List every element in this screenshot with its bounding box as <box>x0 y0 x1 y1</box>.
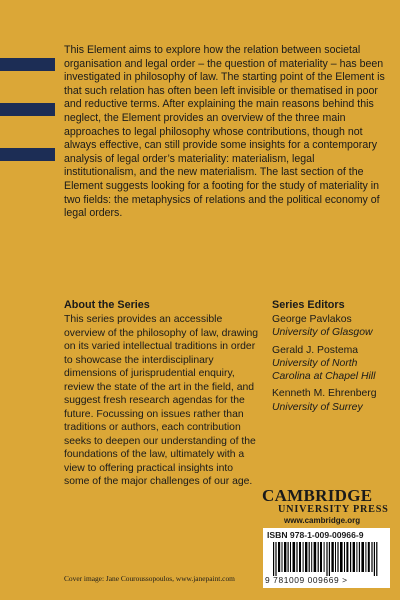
decorative-bar-3 <box>0 148 55 161</box>
about-the-series <box>64 299 259 489</box>
editor-entry <box>272 313 394 340</box>
book-blurb: This Element aims to explore how the relation between societal organisation and legal order – the question of materiality – has been investigated in philosophy of law. The starting point of the Element is that such relation has often been left invisible or thematised in poor and reductive terms. After explaining the main reasons behind this neglect, the Element provides an overview of the three main approaches to legal philosophy whose contributions, though not always effective, can still provide some insights for a contemporary analysis of legal order’s materiality: materialism, legal institutionalism, and the new materialism. The last section of the Element suggests looking for a footing for the study of materiality in two fields: the metaphysics of relations and the political economy of legal orders. <box>64 44 385 220</box>
editor-affiliation: University of North Carolina at Chapel Hill <box>272 357 376 383</box>
barcode-bars-icon <box>273 542 385 576</box>
publisher-name: CAMBRIDGE <box>262 486 373 505</box>
decorative-bar-2 <box>0 103 55 116</box>
about-series-heading: About the Series <box>64 299 150 311</box>
editor-affiliation: University of Surrey <box>272 401 363 413</box>
barcode-digits: 9 781009 009669 > <box>265 575 348 585</box>
editor-entry <box>272 387 394 414</box>
barcode <box>263 528 390 588</box>
publisher-logo <box>262 487 392 526</box>
editor-name: Kenneth M. Ehrenberg <box>272 388 377 400</box>
editor-name: Gerald J. Postema <box>272 344 359 356</box>
series-editors <box>272 299 394 418</box>
decorative-bar-1 <box>0 58 55 71</box>
isbn-label: ISBN 978-1-009-00966-9 <box>267 530 364 540</box>
about-series-text: This series provides an accessible overview of the philosophy of law, drawing on its varied intellectual traditions in order to showcase the interdisciplinary dimensions of jurisprudential enquiry, review the state of the art in the field, and suggest fresh research agendas for the future. Focussing on issues rather than traditions or authors, each contribution seeks to deepen our understanding of the foundations of the law, ultimately with a view to offering practical insights into some of the major challenges of our age. <box>64 314 259 487</box>
editor-affiliation: University of Glasgow <box>272 327 373 339</box>
editor-entry <box>272 344 394 384</box>
series-editors-heading: Series Editors <box>272 299 345 311</box>
editor-name: George Pavlakos <box>272 314 352 325</box>
publisher-url: www.cambridge.org <box>284 516 361 525</box>
publisher-subtitle: UNIVERSITY PRESS <box>278 504 389 515</box>
cover-credit: Cover image: Jane Couroussopoulos, www.janepaint.com <box>64 574 235 583</box>
